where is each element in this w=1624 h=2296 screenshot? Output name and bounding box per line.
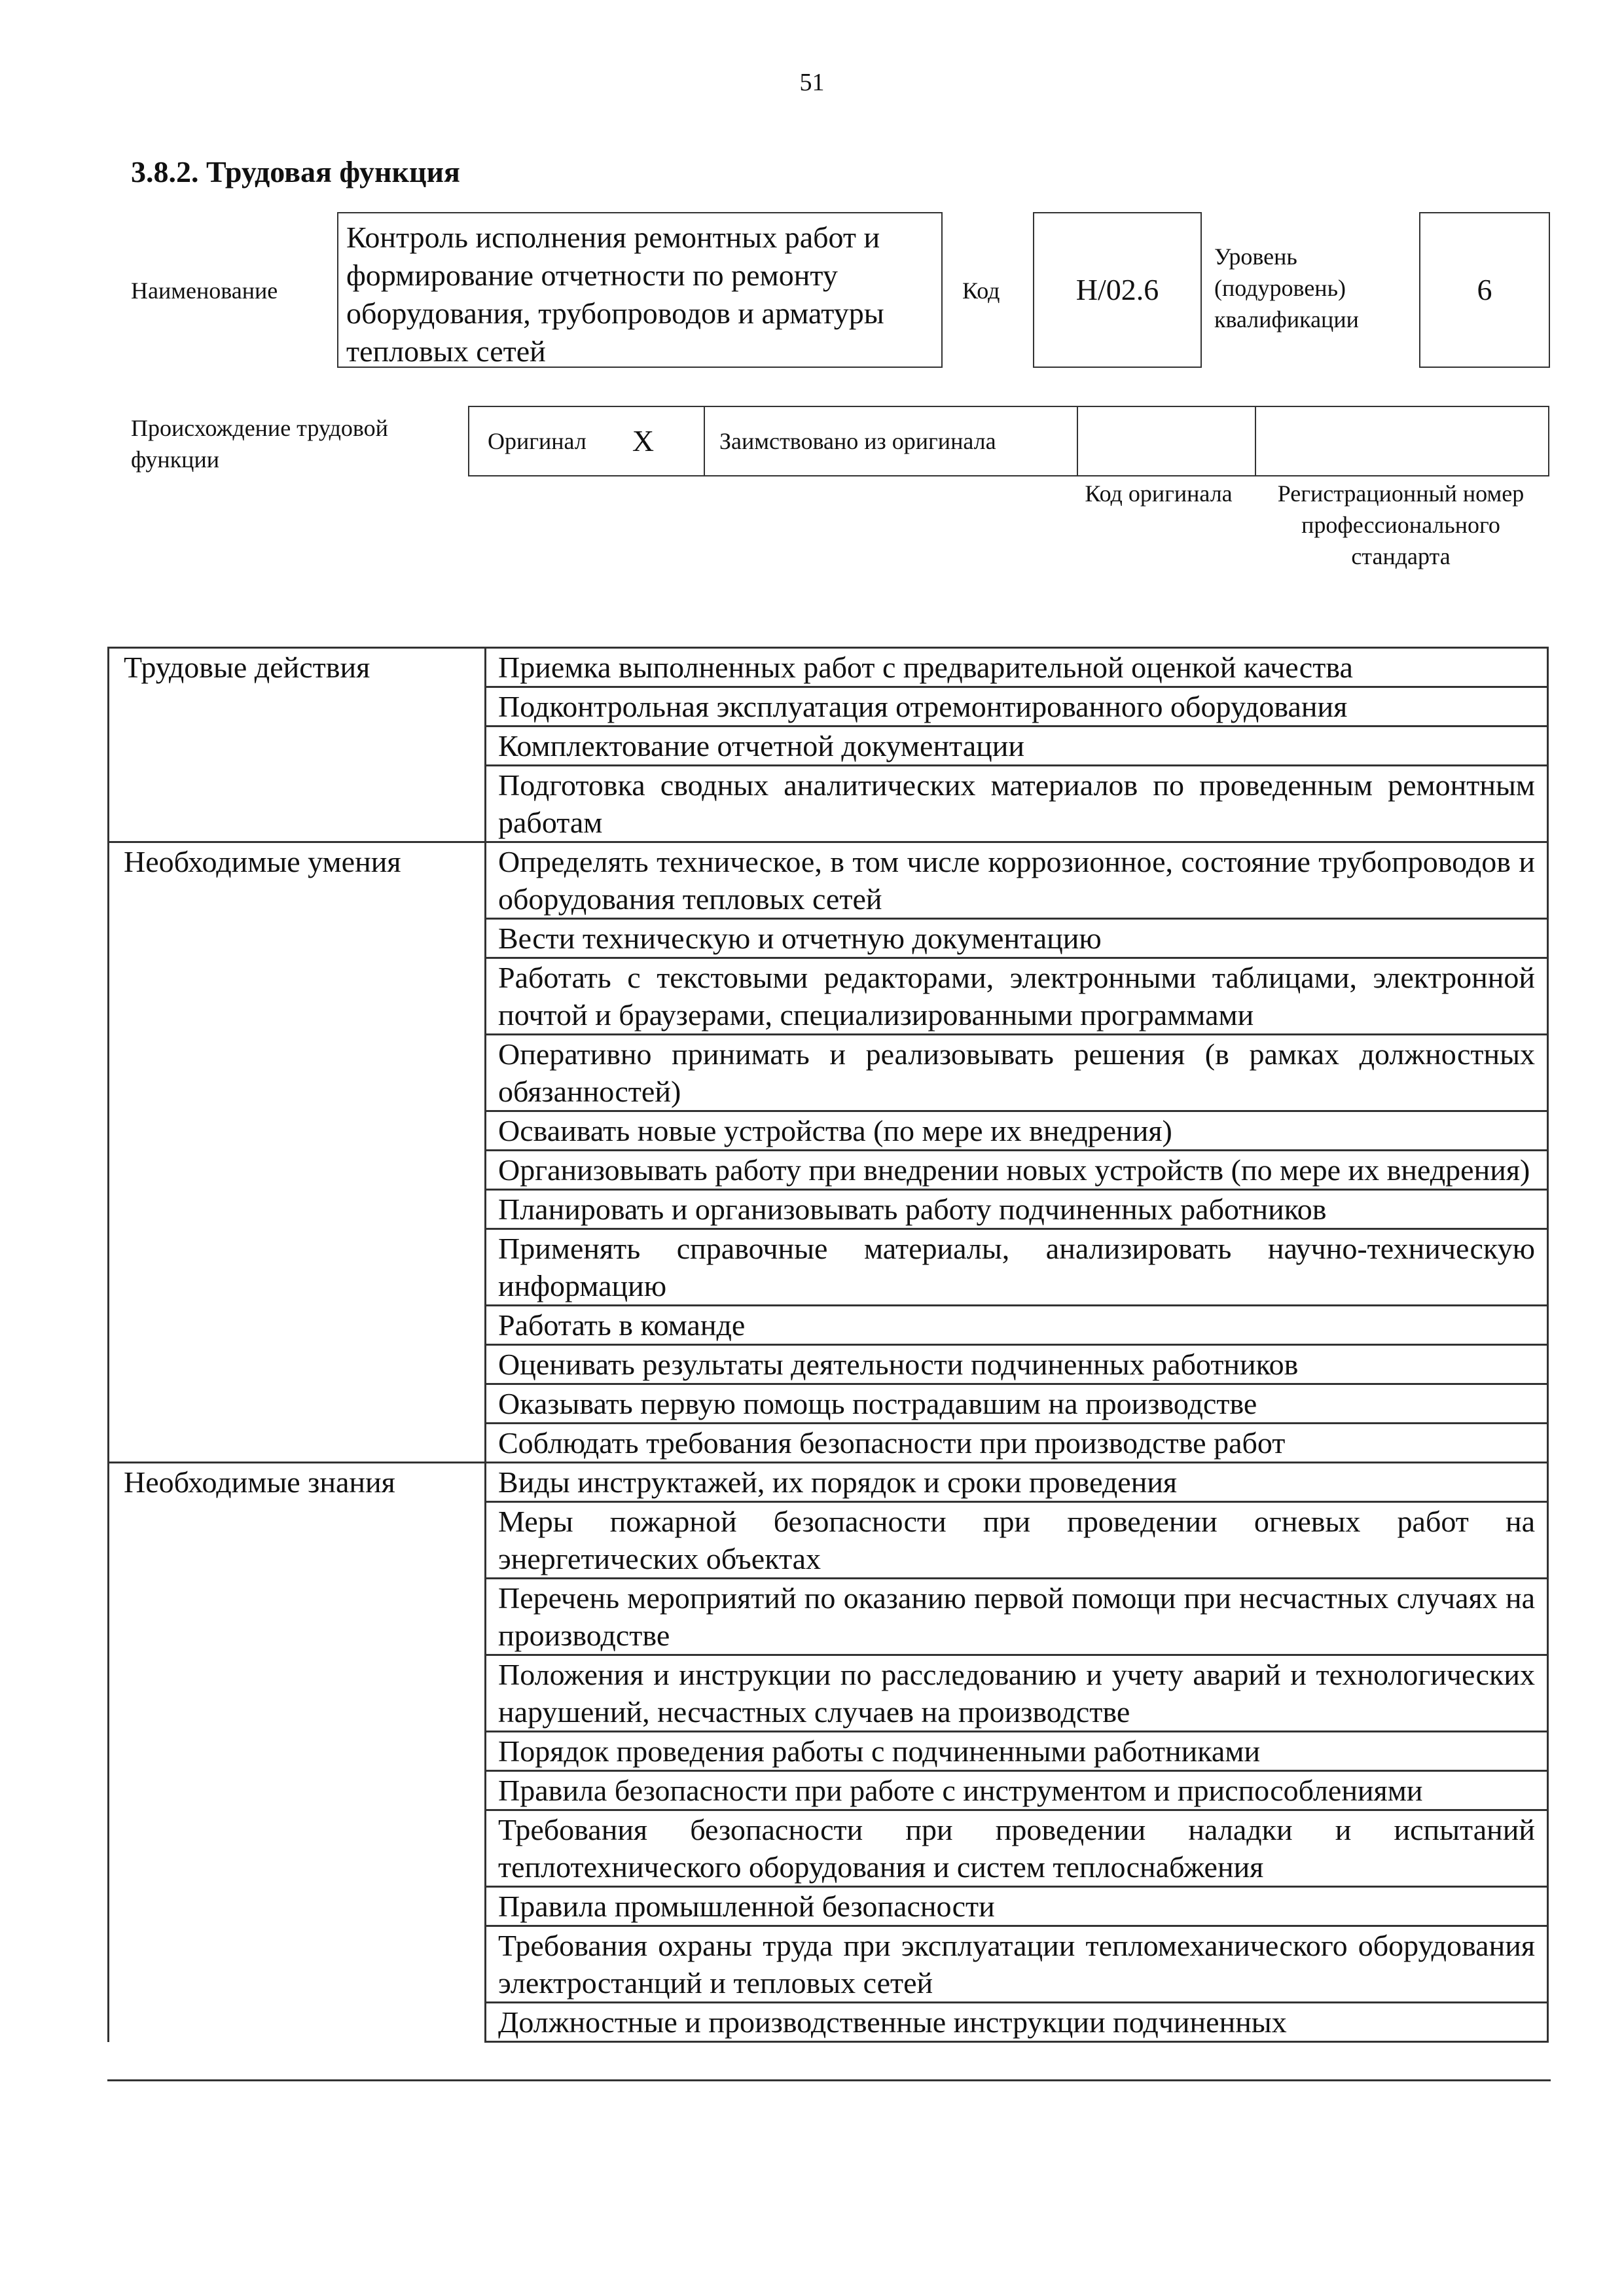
origin-label: Происхождение трудовой функции xyxy=(131,415,388,473)
section-item: Осваивать новые устройства (по мере их внедрения) xyxy=(486,1111,1548,1151)
table-row xyxy=(109,1190,1548,1229)
code-value: H/02.6 xyxy=(1075,273,1159,306)
table-row xyxy=(109,1229,1548,1306)
section-item: Меры пожарной безопасности при проведении огневых работ на энергетических объектах xyxy=(486,1502,1548,1579)
table-row xyxy=(109,958,1548,1035)
section-category-continued xyxy=(109,1502,486,1579)
section-category: Необходимые знания xyxy=(109,1463,486,1502)
table-bottom-border xyxy=(107,2079,1551,2081)
section-category-continued xyxy=(109,1926,486,2003)
table-row xyxy=(109,1771,1548,1810)
section-category-continued xyxy=(109,919,486,958)
table-row xyxy=(109,1151,1548,1190)
section-category-continued xyxy=(109,766,486,842)
borrowed-label: Заимствовано из оригинала xyxy=(719,428,996,454)
section-item: Подготовка сводных аналитических материалов по проведенным ремонтным работам xyxy=(486,766,1548,842)
section-category-continued xyxy=(109,1035,486,1111)
table-row xyxy=(109,2003,1548,2042)
section-category-continued xyxy=(109,1771,486,1810)
section-category-continued xyxy=(109,1579,486,1655)
section-category-continued xyxy=(109,1306,486,1345)
section-category-continued xyxy=(109,1887,486,1926)
section-category-continued xyxy=(109,1732,486,1771)
original-mark: X xyxy=(632,424,655,457)
table-row xyxy=(109,726,1548,766)
section-item: Вести техническую и отчетную документацию xyxy=(486,919,1548,958)
section-item: Оказывать первую помощь пострадавшим на производстве xyxy=(486,1384,1548,1424)
original-label: Оригинал xyxy=(488,428,586,454)
section-item: Подконтрольная эксплуатация отремонтированного оборудования xyxy=(486,687,1548,726)
section-item: Порядок проведения работы с подчиненными работниками xyxy=(486,1732,1548,1771)
level-value: 6 xyxy=(1477,273,1492,306)
table-row xyxy=(109,687,1548,726)
table-row xyxy=(109,1579,1548,1655)
section-item: Работать с текстовыми редакторами, электронными таблицами, электронной почтой и браузерами, специализированными программами xyxy=(486,958,1548,1035)
table-row xyxy=(109,648,1548,687)
section-category-continued xyxy=(109,1384,486,1424)
section-category-continued xyxy=(109,2003,486,2042)
section-item: Перечень мероприятий по оказанию первой помощи при несчастных случаях на производстве xyxy=(486,1579,1548,1655)
section-item: Планировать и организовывать работу подчиненных работников xyxy=(486,1190,1548,1229)
section-category-continued xyxy=(109,1111,486,1151)
section-category: Трудовые действия xyxy=(109,648,486,687)
section-category-continued xyxy=(109,1151,486,1190)
table-row xyxy=(109,1306,1548,1345)
section-item: Применять справочные материалы, анализировать научно-техническую информацию xyxy=(486,1229,1548,1306)
section-category-continued xyxy=(109,687,486,726)
section-category-continued xyxy=(109,1229,486,1306)
section-item: Организовывать работу при внедрении новых устройств (по мере их внедрения) xyxy=(486,1151,1548,1190)
code-label: Код xyxy=(962,278,1000,304)
section-item: Комплектование отчетной документации xyxy=(486,726,1548,766)
table-row xyxy=(109,1655,1548,1732)
page-number: 51 xyxy=(799,69,825,96)
section-category-continued xyxy=(109,1424,486,1463)
table-row xyxy=(109,1887,1548,1926)
section-category-continued xyxy=(109,1810,486,1887)
function-name-value: Контроль исполнения ремонтных работ и формирование отчетности по ремонту оборудования, трубопроводов и арматуры тепловых сетей xyxy=(346,221,884,368)
section-item: Приемка выполненных работ с предварительной оценкой качества xyxy=(486,648,1548,687)
reg-number-caption: Регистрационный номер профессионального стандарта xyxy=(1277,480,1525,569)
section-item: Виды инструктажей, их порядок и сроки проведения xyxy=(486,1463,1548,1502)
table-row xyxy=(109,1035,1548,1111)
section-item: Должностные и производственные инструкции подчиненных xyxy=(486,2003,1548,2042)
section-item: Соблюдать требования безопасности при производстве работ xyxy=(486,1424,1548,1463)
section-item: Определять техническое, в том числе коррозионное, состояние трубопроводов и оборудования тепловых сетей xyxy=(486,842,1548,919)
table-row xyxy=(109,842,1548,919)
section-item: Правила безопасности при работе с инструментом и приспособлениями xyxy=(486,1771,1548,1810)
section-category-continued xyxy=(109,1345,486,1384)
table-row xyxy=(109,1345,1548,1384)
code-original-caption: Код оригинала xyxy=(1085,480,1233,507)
section-item: Работать в команде xyxy=(486,1306,1548,1345)
table-row xyxy=(109,1111,1548,1151)
table-row xyxy=(109,1926,1548,2003)
section-category-continued xyxy=(109,958,486,1035)
section-item: Требования охраны труда при эксплуатации тепломеханического оборудования электростанций и тепловых сетей xyxy=(486,1926,1548,2003)
section-category-continued xyxy=(109,726,486,766)
competency-table xyxy=(107,647,1549,2043)
section-title: 3.8.2. Трудовая функция xyxy=(131,155,460,188)
table-row xyxy=(109,1810,1548,1887)
table-row xyxy=(109,1732,1548,1771)
section-category: Необходимые умения xyxy=(109,842,486,919)
section-item: Оценивать результаты деятельности подчиненных работников xyxy=(486,1345,1548,1384)
table-row xyxy=(109,1424,1548,1463)
table-row xyxy=(109,1502,1548,1579)
section-item: Требования безопасности при проведении наладки и испытаний теплотехнического оборудования и систем теплоснабжения xyxy=(486,1810,1548,1887)
table-row xyxy=(109,1384,1548,1424)
section-item: Положения и инструкции по расследованию и учету аварий и технологических нарушений, несчастных случаев на производстве xyxy=(486,1655,1548,1732)
name-label: Наименование xyxy=(131,278,278,304)
section-category-continued xyxy=(109,1190,486,1229)
table-row xyxy=(109,1463,1548,1502)
qualification-level-label: Уровень (подуровень) квалификации xyxy=(1214,243,1359,332)
section-item: Оперативно принимать и реализовывать решения (в рамках должностных обязанностей) xyxy=(486,1035,1548,1111)
table-row xyxy=(109,766,1548,842)
section-category-continued xyxy=(109,1655,486,1732)
table-row xyxy=(109,919,1548,958)
section-item: Правила промышленной безопасности xyxy=(486,1887,1548,1926)
